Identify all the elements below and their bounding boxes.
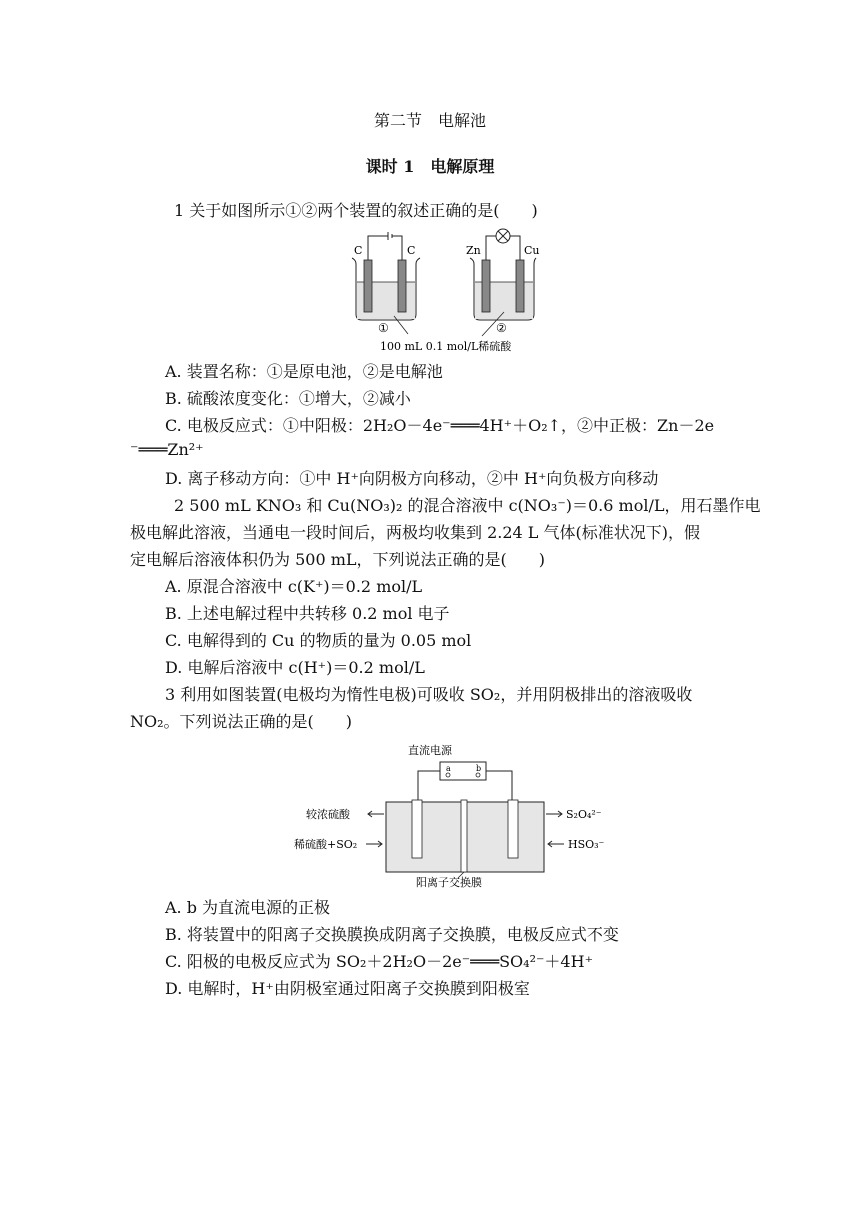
terminal-b-label: b (476, 764, 482, 773)
cu-label: Cu (524, 244, 540, 257)
q3-figure (288, 740, 608, 890)
q1-option-a: A. 装置名称：①是原电池，②是电解池 (165, 362, 443, 381)
cathode-electrode (508, 800, 518, 858)
left-outlet-label: 较浓硫酸 (306, 808, 350, 821)
lesson-title: 课时 1 电解原理 (365, 157, 495, 176)
power-label: 直流电源 (408, 744, 452, 757)
q1-option-c-line2: ⁻═══Zn²⁺ (130, 440, 204, 459)
cell1-left-electrode-label: C (354, 244, 363, 257)
q1-figure (346, 224, 540, 356)
right-outlet-label: S₂O₄²⁻ (566, 808, 602, 821)
anode-electrode (412, 800, 422, 858)
cation-exchange-membrane (461, 800, 467, 872)
solution-label: 100 mL 0.1 mol/L稀硫酸 (380, 340, 512, 353)
q2-option-b: B. 上述电解过程中共转移 0.2 mol 电子 (165, 604, 450, 623)
q3-stem-line1: 3 利用如图装置(电极均为惰性电极)可吸收 SO₂，并用阴极排出的溶液吸收 (165, 685, 693, 704)
membrane-label: 阳离子交换膜 (416, 876, 482, 889)
q3-option-c: C. 阳极的电极反应式为 SO₂＋2H₂O－2e⁻═══SO₄²⁻＋4H⁺ (165, 952, 594, 971)
terminal-a-label: a (446, 764, 451, 773)
q3-option-a: A. b 为直流电源的正极 (165, 898, 331, 917)
cell1-right-electrode-label: C (407, 244, 416, 257)
cell2-label: ② (496, 321, 507, 335)
section-title: 第二节 电解池 (373, 111, 486, 130)
q2-stem-line2: 极电解此溶液，当通电一段时间后，两极均收集到 2.24 L 气体(标准状况下)，假 (130, 523, 700, 542)
q1-option-b: B. 硫酸浓度变化：①增大，②减小 (165, 389, 411, 408)
zn-label: Zn (466, 244, 481, 257)
q1-option-c-line1: C. 电极反应式：①中阳极：2H₂O－4e⁻═══4H⁺＋O₂↑，②中正极：Zn－2e (165, 416, 715, 435)
beaker-2 (470, 258, 536, 320)
q1-stem: 1 关于如图所示①②两个装置的叙述正确的是( ) (174, 201, 538, 220)
q3-option-d: D. 电解时，H⁺由阴极室通过阳离子交换膜到阳极室 (165, 979, 530, 998)
q2-option-d: D. 电解后溶液中 c(H⁺)＝0.2 mol/L (165, 658, 425, 677)
right-inlet-label: HSO₃⁻ (568, 838, 605, 851)
q3-option-b: B. 将装置中的阳离子交换膜换成阴离子交换膜，电极反应式不变 (165, 925, 619, 944)
q2-stem-line3: 定电解后溶液体积仍为 500 mL，下列说法正确的是( ) (130, 550, 545, 569)
bulb-icon (486, 229, 520, 262)
q1-option-d: D. 离子移动方向：①中 H⁺向阴极方向移动，②中 H⁺向负极方向移动 (165, 469, 659, 488)
q3-stem-line2: NO₂。下列说法正确的是( ) (130, 712, 353, 731)
beaker-1 (352, 258, 420, 320)
q2-option-c: C. 电解得到的 Cu 的物质的量为 0.05 mol (165, 631, 472, 650)
q2-option-a: A. 原混合溶液中 c(K⁺)＝0.2 mol/L (165, 577, 423, 596)
battery-icon (368, 232, 402, 262)
q2-stem-line1: 2 500 mL KNO₃ 和 Cu(NO₃)₂ 的混合溶液中 c(NO₃⁻)＝0.6 mol/L，用石墨作电 (174, 496, 761, 515)
left-inlet-label: 稀硫酸+SO₂ (294, 838, 358, 851)
cell1-label: ① (378, 321, 389, 335)
